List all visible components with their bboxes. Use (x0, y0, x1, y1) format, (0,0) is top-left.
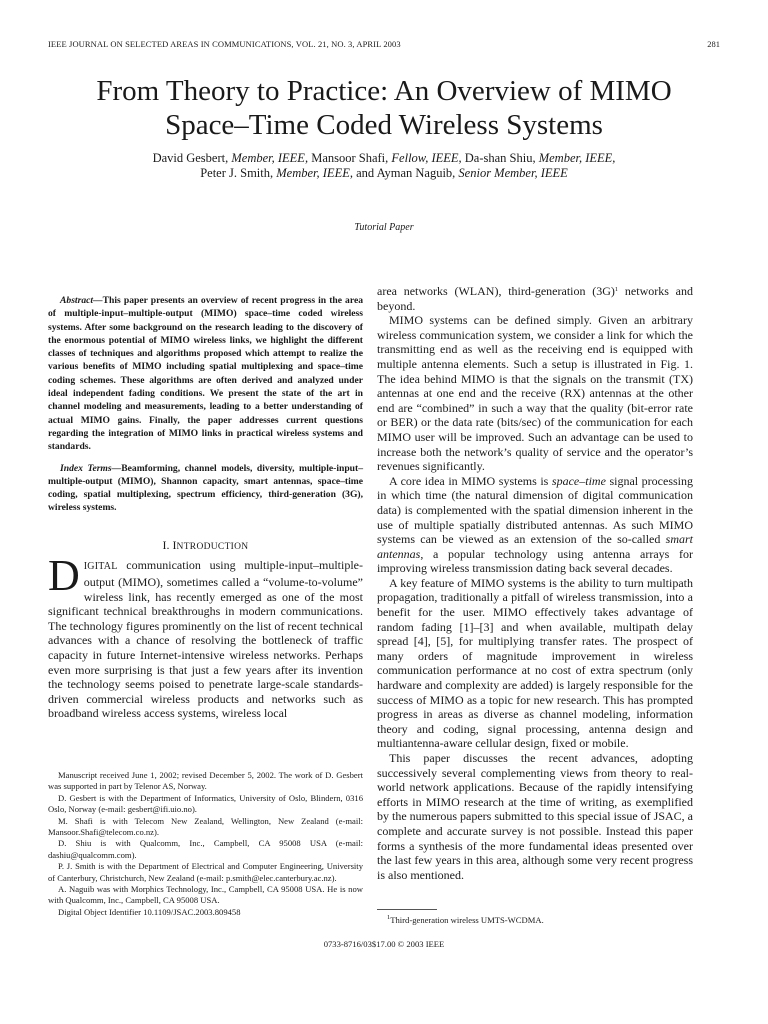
running-header: IEEE JOURNAL ON SELECTED AREAS IN COMMUNICATIONS, VOL. 21, NO. 3, APRIL 2003 (48, 39, 401, 49)
paper-title (40, 74, 728, 142)
title-line-1: From Theory to Practice: An Overview of MIMO (96, 75, 672, 107)
footnote-divider (377, 909, 437, 910)
paper-type-label: Tutorial Paper (354, 222, 414, 233)
author-conjunction: and (356, 166, 375, 180)
author-list (60, 151, 708, 181)
right-column (377, 284, 693, 882)
left-column (48, 284, 363, 721)
author-name: Da-shan Shiu, (464, 151, 536, 165)
footnote: Manuscript received June 1, 2002; revised December 5, 2002. The work of D. Gesbert was supported in part by Telenor AS, Norway. (48, 770, 363, 792)
author-line-2 (60, 166, 708, 181)
footnote: P. J. Smith is with the Department of Electrical and Computer Engineering, University of Canterbury, Christchurch, New Zealand (e-mail: p.smith@elec.canterbury.ac.nz). (48, 861, 363, 883)
emphasis: smart antennas (377, 532, 694, 561)
author-name: Peter J. Smith, (200, 166, 274, 180)
emphasis: space–time (551, 473, 606, 488)
footnote: D. Gesbert is with the Department of Informatics, University of Oslo, Blindern, 0316 Oslo, Norway (e-mail: gesbert@ifi.uio.no). (48, 792, 363, 815)
intro-caps: IGITAL (83, 561, 118, 573)
abstract-label: Abstract— (60, 295, 103, 306)
author-role: Member, IEEE, (276, 166, 353, 180)
author-role: Senior Member, IEEE (458, 166, 568, 180)
title-line-2: Space–Time Coded Wireless Systems (165, 109, 603, 141)
paragraph: This paper discusses the recent advances, adopting successively several complementing views from theory to real-world network applications. Because of the rapidly intensifying efforts in MIMO research at the time of writing, as exemplified by the numerous papers submitted to this special issue of JSAC, a complete and accurate survey is not possible. Instead this paper forms a synthesis of the more fundamental ideas presented over the last few years in this area, although some very recent progress is also mentioned. (377, 751, 693, 882)
author-role: Fellow, IEEE, (391, 151, 462, 165)
author-line-1 (60, 151, 708, 166)
paragraph: MIMO systems can be defined simply. Given an arbitrary wireless communication system, we consider a link for which the transmitting end as well as the receiving end is equipped with multiple antenna elements. Such a setup is illustrated in Fig. 1. The idea behind MIMO is that the signals on the transmit (TX) antennas at one end and the receive (RX) antennas at the other end are “combined” in such a way that the quality (bit-error rate or BER) or the data rate (bits/sec) of the communication for each MIMO user will be improved. Such an advantage can be used to increase both the network’s quality of service and the operator’s revenues significantly. (377, 313, 693, 474)
footnote-mark: 1 (387, 914, 391, 921)
paragraph: A key feature of MIMO systems is the ability to turn multipath propagation, traditionally a pitfall of wireless transmission, into a benefit for the user. MIMO effectively takes advantage of random fading [1]–[3] and when available, multipath delay spread [4], [5], for multiplying transfer rates. The prospect of many orders of magnitude improvement in wireless communication performance at no cost of extra spectrum (only hardware and complexity are added) is largely responsible for the success of MIMO as a topic for new research. This has prompted progress in areas as diverse as channel modeling, information theory and coding, signal processing, antenna design and multiantenna-aware cellular design, fixed or mobile. (377, 575, 693, 751)
footnote: M. Shafi is with Telecom New Zealand, Wellington, New Zealand (e-mail: Mansoor.Shafi@telecom.co.nz). (48, 815, 363, 838)
author-name: David Gesbert, (152, 151, 229, 165)
footnote: D. Shiu is with Qualcomm, Inc., Campbell, CA 95008 USA (e-mail: dashiu@qualcomm.com). (48, 838, 363, 860)
intro-paragraph (48, 551, 364, 721)
author-role: Member, IEEE, (231, 151, 309, 165)
footnote-doi: Digital Object Identifier 10.1109/JSAC.2003.809458 (58, 906, 241, 917)
paragraph: A core idea in MIMO systems is space–time signal processing in which time (the natural dimension of digital communication data) is complemented with the spatial dimension inherent in the use of multiple spatially distributed antennas. As such MIMO systems can be viewed as an extension of the so-called smart antennas, a popular technology using antenna arrays for improving wireless transmission dating back several decades. (377, 473, 694, 576)
author-name: Ayman Naguib, (376, 166, 456, 180)
footnote-mark: 1 (614, 286, 619, 293)
index-terms (48, 462, 363, 515)
footnote: A. Naguib was with Morphics Technology, Inc., Campbell, CA 95008 USA. He is now with Qualcomm, Inc., Campbell, CA 95008 USA. (48, 884, 363, 906)
left-footnotes (48, 770, 363, 918)
page-number: 281 (707, 39, 720, 49)
author-name: Mansoor Shafi, (311, 151, 389, 165)
abstract (48, 294, 363, 454)
section-heading-introduction: I. INTRODUCTION (162, 537, 249, 552)
index-terms-text: Beamforming, channel models, diversity, multiple-input–multiple-output (MIMO), Shannon capacity, smart antennas, space–time coding, spatial multiplexing, spectrum efficiency, third-generation (3G), wireless systems. (48, 462, 363, 514)
paragraph-continued: area networks (WLAN), third-generation $(3G)^1$ networks and beyond. (377, 284, 693, 313)
right-footnote: $^1$Third-generation wireless UMTS-WCDMA. (387, 914, 544, 925)
abstract-text: This paper presents an overview of recent progress in the area of multiple-input–multiple-output (MIMO) space–time coded wireless systems. After some background on the research leading to the discovery of the enormous potential of MIMO wireless links, we highlight the different classes of techniques and algorithms proposed which attempt to realize the various benefits of MIMO including spatial multiplexing and space–time coding schemes. These algorithms are often derived and analyzed under ideal independent fading conditions. We present the state of the art in channel modeling and measurements, leading to a better understanding of actual MIMO gains. Finally, the paper addresses current questions regarding the integration of MIMO links in practical wireless systems and standards. (48, 295, 363, 453)
drop-cap: D (48, 551, 80, 601)
author-role: Member, IEEE, (538, 151, 616, 165)
copyright-footer: 0733-8716/03$17.00 © 2003 IEEE (323, 939, 445, 949)
intro-text: communication using multiple-input–multiple-output (MIMO), sometimes called a “volume-to-volume” wireless link, has recently emerged as one of the most significant technical breakthroughs in modern communications. The technology figures prominently on the list of recent technical advances with a chance of resolving the bottleneck of traffic capacity in future Internet-intensive wireless networks. Perhaps even more surprising is that just a few years after its invention the technology seems poised to penetrate large-scale standards-driven commercial wireless products and networks such as broadband wireless access systems, wireless local (48, 558, 364, 721)
index-terms-label: Index Terms— (60, 462, 122, 474)
